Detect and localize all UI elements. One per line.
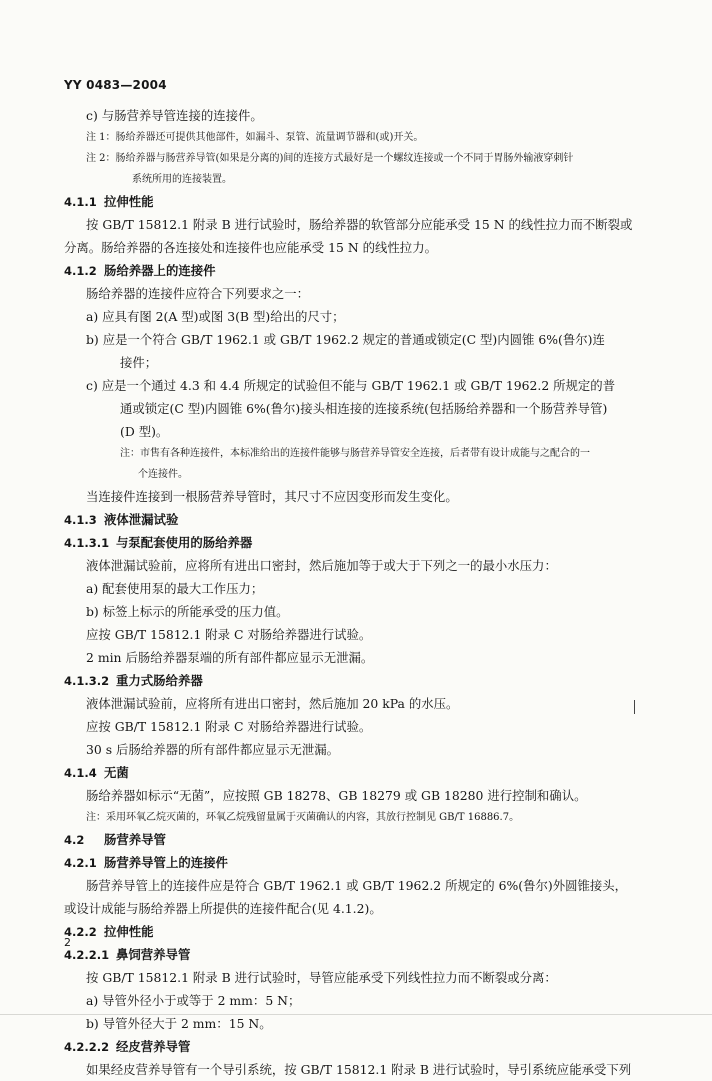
section-title: 液体泄漏试验	[104, 512, 179, 527]
section-title: 肠营养导管上的连接件	[104, 855, 228, 870]
section-title: 肠营养导管	[104, 832, 166, 847]
note-line: 注：市售有各种连接件，本标准给出的连接件能够与肠营养导管安全连接，后者带有设计成能与之配合的一	[120, 448, 590, 459]
text-line: 应按 GB/T 15812.1 附录 C 对肠给养器进行试验。	[86, 719, 372, 734]
text-line: 接件；	[120, 355, 158, 370]
text-line: 液体泄漏试验前，应将所有进出口密封，然后施加 20 kPa 的水压。	[86, 696, 459, 711]
section-number: 4.2.2.2	[64, 1040, 110, 1054]
text-line: b) 标签上标示的所能承受的压力值。	[86, 604, 289, 619]
text-line: a) 应具有图 2(A 型)或图 3(B 型)给出的尺寸；	[86, 309, 345, 324]
note-line: 个连接件。	[138, 469, 188, 480]
text-line: 肠给养器如标示“无菌”，应按照 GB 18278、GB 18279 或 GB 18280 进行控制和确认。	[86, 788, 587, 803]
text-line: 分离。肠给养器的各连接处和连接件也应能承受 15 N 的线性拉力。	[64, 240, 437, 255]
text-line: 30 s 后肠给养器的所有部件都应显示无泄漏。	[86, 742, 340, 757]
document-number: YY 0483—2004	[64, 78, 167, 92]
section-title: 重力式肠给养器	[116, 673, 203, 688]
section-title: 经皮营养导管	[116, 1039, 191, 1054]
section-number: 4.1.3	[64, 513, 97, 527]
text-line: 或设计成能与肠给养器上所提供的连接件配合(见 4.1.2)。	[64, 901, 382, 916]
section-heading	[64, 508, 654, 531]
note-line: 注 1：肠给养器还可提供其他部件，如漏斗、泵管、流量调节器和(或)开关。	[86, 132, 424, 143]
scan-edge	[0, 1014, 712, 1015]
section-number: 4.2.2.1	[64, 948, 110, 962]
section-title: 拉伸性能	[104, 924, 154, 939]
margin-mark	[634, 700, 635, 714]
section-heading	[64, 920, 654, 943]
section-number: 4.1.3.1	[64, 536, 110, 550]
text-line: a) 导管外径小于或等于 2 mm：5 N；	[86, 993, 301, 1008]
section-heading	[64, 851, 654, 874]
text-line: 当连接件连接到一根肠营养导管时，其尺寸不应因变形而发生变化。	[86, 489, 458, 504]
section-title: 肠给养器上的连接件	[104, 263, 216, 278]
text-line: 通或锁定(C 型)内圆锥 6%(鲁尔)接头相连接的连接系统(包括肠给养器和一个肠营养导管)	[120, 401, 608, 416]
text-line: 按 GB/T 15812.1 附录 B 进行试验时，导管应能承受下列线性拉力而不断裂或分离：	[86, 970, 557, 985]
text-line: b) 应是一个符合 GB/T 1962.1 或 GB/T 1962.2 规定的普通或锁定(C 型)内圆锥 6%(鲁尔)连	[86, 332, 605, 347]
section-heading	[64, 531, 654, 554]
section-heading	[64, 259, 654, 282]
section-heading	[64, 190, 654, 213]
text-line: 应按 GB/T 15812.1 附录 C 对肠给养器进行试验。	[86, 627, 372, 642]
text-line: 液体泄漏试验前，应将所有进出口密封，然后施加等于或大于下列之一的最小水压力：	[86, 558, 557, 573]
text-line: c) 与肠营养导管连接的连接件。	[86, 108, 263, 123]
text-line: 肠给养器的连接件应符合下列要求之一：	[86, 286, 310, 301]
section-number: 4.2.2	[64, 925, 97, 939]
section-heading	[64, 669, 654, 692]
text-line: 肠营养导管上的连接件应是符合 GB/T 1962.1 或 GB/T 1962.2 所规定的 6%(鲁尔)外圆锥接头，	[86, 878, 628, 893]
text-line: c) 应是一个通过 4.3 和 4.4 所规定的试验但不能与 GB/T 1962.1 或 GB/T 1962.2 所规定的普	[86, 378, 616, 393]
section-number: 4.2	[64, 833, 85, 847]
note-line: 注：采用环氧乙烷灭菌的，环氧乙烷残留量属于灭菌确认的内容，其放行控制见 GB/T 16886.7。	[86, 812, 520, 823]
document-body	[64, 104, 654, 1081]
section-heading	[64, 1035, 654, 1058]
section-title: 鼻饲营养导管	[116, 947, 191, 962]
text-line: 如果经皮营养导管有一个导引系统，按 GB/T 15812.1 附录 B 进行试验时，导引系统应能承受下列	[86, 1062, 632, 1077]
section-number: 4.2.1	[64, 856, 97, 870]
text-line: (D 型)。	[120, 424, 169, 439]
section-number: 4.1.3.2	[64, 674, 110, 688]
section-title: 与泵配套使用的肠给养器	[116, 535, 253, 550]
section-number: 4.1.2	[64, 264, 97, 278]
section-heading	[64, 828, 654, 851]
section-number: 4.1.4	[64, 766, 97, 780]
section-heading	[64, 761, 654, 784]
section-title: 无菌	[104, 765, 129, 780]
section-title: 拉伸性能	[104, 194, 154, 209]
section-number: 4.1.1	[64, 195, 97, 209]
text-line: 按 GB/T 15812.1 附录 B 进行试验时，肠给养器的软管部分应能承受 15 N 的线性拉力而不断裂或	[86, 217, 633, 232]
text-line: a) 配套使用泵的最大工作压力；	[86, 581, 264, 596]
section-heading	[64, 943, 654, 966]
page-number: 2	[64, 936, 71, 949]
note-line: 注 2：肠给养器与肠营养导管(如果是分离的)间的连接方式最好是一个螺纹连接或一个不同于胃肠外输液穿刺针	[86, 153, 574, 164]
text-line: 2 min 后肠给养器泵端的所有部件都应显示无泄漏。	[86, 650, 374, 665]
note-line: 系统所用的连接装置。	[132, 174, 232, 185]
text-line: b) 导管外径大于 2 mm：15 N。	[86, 1016, 272, 1031]
